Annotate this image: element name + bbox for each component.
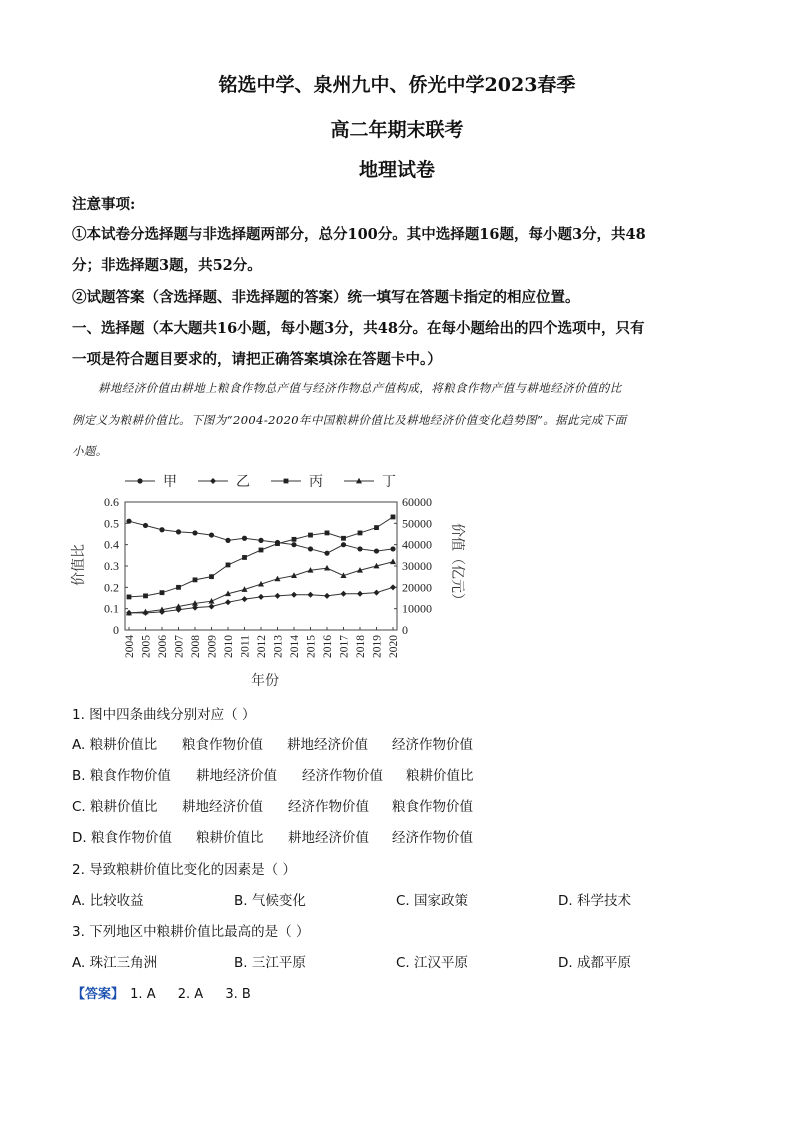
data-point-丙 [242,555,247,560]
x-tick-label: 2013 [272,635,285,658]
q1-option-b-item4: 粮耕价值比 [406,768,474,784]
data-point-乙 [308,592,314,598]
exam-title-line2: 高二年期末联考 [330,119,464,141]
data-point-甲 [324,551,329,556]
y-right-tick-label: 0 [402,623,408,637]
data-point-乙 [291,592,297,598]
data-point-甲 [390,546,395,551]
data-point-丁 [209,598,215,604]
data-point-甲 [291,542,296,547]
q3-option-a[interactable]: A. 珠江三角洲 [72,955,158,971]
legend-label-乙: 乙 [236,475,250,490]
data-point-丙 [176,585,181,590]
x-tick-label: 2009 [206,635,219,658]
y-left-tick-label: 0.3 [104,559,119,573]
x-tick-label: 2016 [322,635,334,658]
data-point-丙 [259,548,264,553]
x-tick-label: 2004 [124,635,136,658]
exam-title-line1: 铭选中学、泉州九中、侨光中学2023春季 [218,74,576,96]
data-point-甲 [258,538,263,543]
q1-option-b-item2: 耕地经济价值 [196,768,277,784]
legend-marker-丙 [284,479,289,484]
legend-label-甲: 甲 [163,475,177,490]
y-right-tick-label: 20000 [402,580,432,595]
legend-marker-乙 [210,478,216,484]
legend-marker-甲 [137,478,142,483]
answer-line [72,983,251,1002]
q2-option-d[interactable]: D. 科学技术 [558,893,631,909]
answer-3: 3. B [225,987,251,1002]
y-left-tick-label: 0.6 [104,495,119,509]
data-point-丙 [160,590,165,595]
data-point-甲 [176,529,181,534]
q1-option-a-item4: 经济作物价值 [392,737,473,753]
intro-line1: 耕地经济价值由耕地上粮食作物总产值与经济作物总产值构成，将粮食作物产值与耕地经济价值的比 [98,381,622,395]
series-丁 [126,559,396,616]
q1-option-a-item2: 粮食作物价值 [182,737,263,753]
y-axis-right-label: 价值（亿元） [449,523,464,607]
x-axis-label: 年份 [251,674,279,689]
data-point-甲 [192,530,197,535]
q2-option-b[interactable]: B. 气候变化 [234,893,306,909]
legend-label-丙: 丙 [309,475,323,490]
question-3-stem: 3. 下列地区中粮耕价值比最高的是（ ） [72,924,310,940]
q2-options [72,889,631,909]
data-point-甲 [159,527,164,532]
q2-option-c[interactable]: C. 国家政策 [396,893,469,909]
q1-option-d-item3: 耕地经济价值 [288,830,369,846]
q3-options [72,951,631,971]
data-point-丙 [275,541,280,546]
data-point-甲 [242,536,247,541]
q1-option-c-item3: 经济作物价值 [288,799,369,815]
question-2-stem: 2. 导致粮耕价值比变化的因素是（ ） [72,862,296,878]
data-point-乙 [225,599,231,605]
data-point-乙 [258,594,264,600]
y-right-tick-label: 60000 [402,495,432,509]
data-point-丙 [127,595,132,600]
section-heading-line2: 一项是符合题目要求的，请把正确答案填涂在答题卡中。） [72,351,442,368]
notes-item1-line2: 分；非选择题3题，共52分。 [72,257,262,274]
data-point-甲 [143,523,148,528]
data-point-丙 [292,537,297,542]
series-丙 [127,515,396,600]
q3-option-b[interactable]: B. 三江平原 [234,955,306,971]
q1-option-a-item1: A. 粮耕价值比 [72,737,158,753]
y-left-tick-label: 0.1 [104,601,119,616]
data-point-乙 [275,593,281,599]
notes-item2: ②试题答案（含选择题、非选择题的答案）统一填写在答题卡指定的相应位置。 [72,289,580,306]
q1-option-c-item4: 粮食作物价值 [392,799,473,815]
data-point-丙 [308,533,313,538]
data-point-丁 [390,559,396,565]
q1-option-d-item4: 经济作物价值 [392,830,473,846]
answer-1: 1. A [130,987,156,1002]
answer-tag: 【答案】 [72,987,125,1002]
x-tick-label: 2018 [355,635,367,658]
intro-line2: 例定义为粮耕价值比。下图为“2004-2020年中国粮耕价值比及耕地经济价值变化趋势图”。据此完成下面 [72,413,627,427]
q1-option-d[interactable] [72,826,473,846]
q1-option-c-item2: 耕地经济价值 [182,799,263,815]
y-left-tick-label: 0.4 [104,537,119,552]
q1-option-d-item2: 粮耕价值比 [196,830,264,846]
x-tick-label: 2015 [305,635,318,658]
x-tick-label: 2006 [157,635,169,658]
x-tick-label: 2008 [190,635,202,658]
q1-option-b-item1: B. 粮食作物价值 [72,768,171,784]
x-tick-label: 2007 [173,635,186,658]
data-point-乙 [242,596,248,602]
q1-option-c-item1: C. 粮耕价值比 [72,799,158,815]
x-tick-label: 2011 [239,635,252,658]
x-tick-label: 2010 [223,635,235,658]
data-point-乙 [209,604,215,610]
series-line-丁 [129,562,393,613]
data-point-乙 [357,591,363,597]
data-point-乙 [341,591,347,597]
data-point-丙 [226,563,231,568]
q1-option-b-item3: 经济作物价值 [302,768,383,784]
q2-option-a[interactable]: A. 比较收益 [72,893,144,909]
data-point-丙 [143,593,148,598]
data-point-甲 [308,546,313,551]
y-left-tick-label: 0.2 [104,580,119,595]
data-point-乙 [390,584,396,590]
data-point-甲 [341,542,346,547]
y-left-tick-label: 0.5 [104,516,119,531]
data-point-乙 [374,590,380,596]
q1-option-c[interactable] [72,795,473,815]
data-point-丙 [358,531,363,536]
y-right-tick-label: 30000 [402,559,432,573]
q1-option-a[interactable] [72,733,473,753]
data-point-甲 [357,546,362,551]
data-point-丁 [324,565,330,571]
question-1-stem: 1. 图中四条曲线分别对应（ ） [72,707,256,723]
data-point-甲 [209,532,214,537]
q1-option-d-item1: D. 粮食作物价值 [72,830,172,846]
y-right-tick-label: 40000 [402,537,432,552]
data-point-丙 [193,577,198,582]
exam-subject-title: 地理试卷 [358,159,435,181]
q3-option-c[interactable]: C. 江汉平原 [396,955,469,971]
data-point-丙 [209,574,214,579]
answer-2: 2. A [177,987,204,1002]
data-point-甲 [126,519,131,524]
intro-line3: 小题。 [72,444,108,458]
y-axis-left-label: 价值比 [72,544,87,586]
notes-heading: 注意事项: [72,196,136,213]
y-right-tick-label: 10000 [402,601,432,616]
x-tick-label: 2005 [140,635,153,658]
series-乙 [126,584,396,616]
notes-item1-line1: ①本试卷分选择题与非选择题两部分，总分100分。其中选择题16题，每小题3分，共48 [72,226,646,243]
x-tick-label: 2017 [338,635,351,658]
q1-option-a-item3: 耕地经济价值 [287,737,368,753]
legend-label-丁: 丁 [382,475,396,490]
section-heading-line1: 一、选择题（本大题共16小题，每小题3分，共48分。在每小题给出的四个选项中，只有 [72,320,645,337]
data-point-丙 [341,536,346,541]
x-tick-label: 2020 [388,635,400,658]
x-tick-label: 2019 [371,635,384,658]
q1-option-b[interactable] [72,764,474,784]
data-point-甲 [225,538,230,543]
data-point-丙 [391,515,396,520]
data-point-丙 [325,531,330,536]
chart-legend [125,474,396,490]
data-point-丙 [374,525,379,530]
y-left-tick-label: 0 [113,623,119,637]
y-right-tick-label: 50000 [402,516,432,531]
series-line-乙 [129,587,393,613]
x-tick-label: 2012 [256,635,268,658]
trend-chart [70,465,464,695]
data-point-甲 [374,548,379,553]
x-tick-label: 2014 [289,635,301,658]
plot-frame [125,502,397,630]
chart-series [126,515,396,616]
data-point-乙 [324,593,330,599]
chart-axes [104,495,432,658]
q3-option-d[interactable]: D. 成都平原 [558,955,631,971]
